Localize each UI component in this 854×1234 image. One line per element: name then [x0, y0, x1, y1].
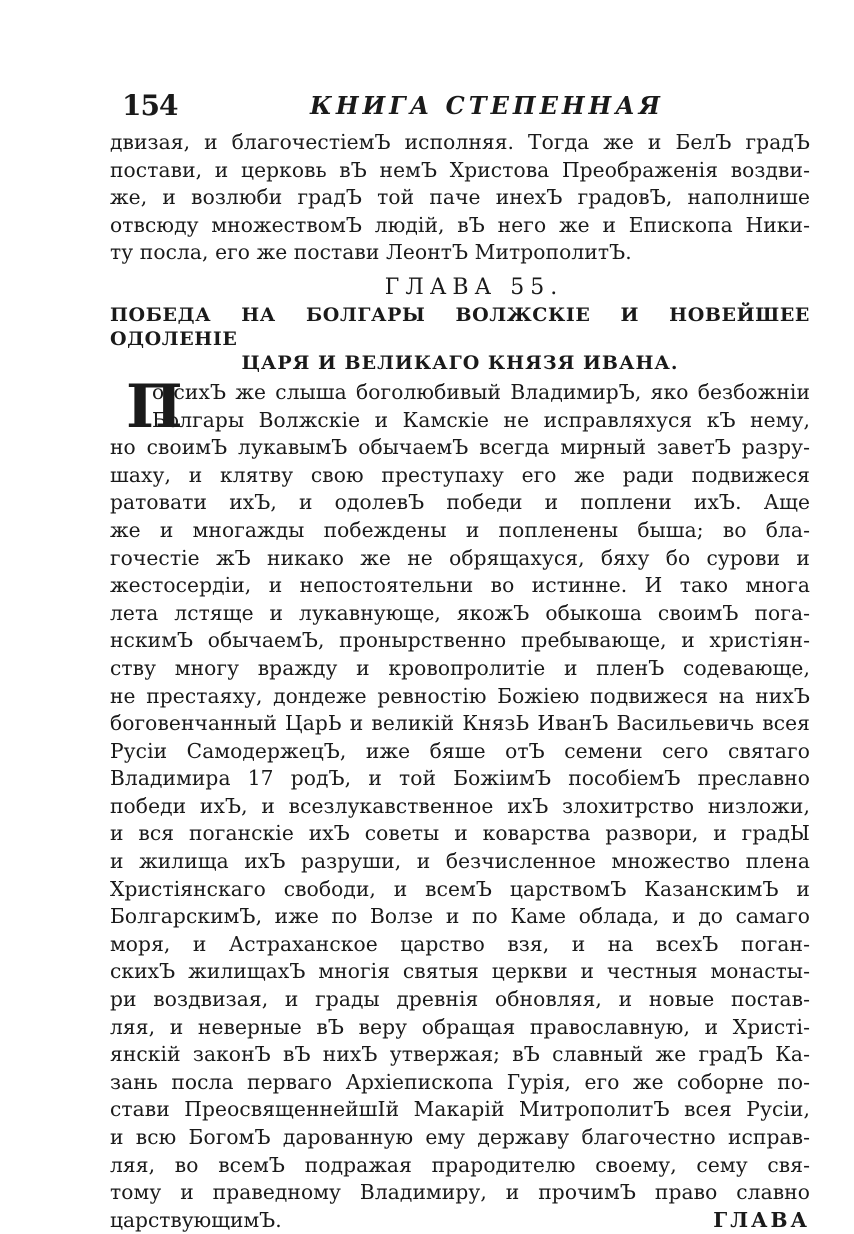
text-line: скихЪ жилищахЪ многія святыя церкви и честныя монасты-: [110, 959, 810, 984]
text-line: победи ихЪ, и всезлукавственное ихЪ злохитрство низложи,: [110, 793, 810, 818]
text-line: лета лстяще и лукавнующе, якожЪ обыкоша своимЪ пога-: [110, 600, 810, 625]
text-line: и всю БогомЪ дарованную ему державу благочестно исправ-: [110, 1125, 810, 1149]
chapter-title-line: ПОБЕДА НА БОЛГАРЫ ВОЛЖСКІЕ И НОВЕЙШЕЕ ОДОЛЕНІЕ: [110, 303, 810, 350]
text-line: но своимЪ лукавымЪ обычаемЪ всегда мирный заветЪ разру-: [110, 435, 810, 460]
text-line: же и многажды побеждены и попленены быша; во бла-: [110, 517, 810, 542]
page-number: 154: [122, 89, 178, 122]
text-line: царствующимЪ.: [110, 1207, 282, 1232]
chapter-title-line: ЦАРЯ И ВЕЛИКАГО КНЯЗЯ ИВАНА.: [241, 351, 679, 374]
text-line: ту посла, его же постави ЛеонтЪ МитрополитЪ.: [110, 240, 632, 265]
text-line: ляя, во всемЪ подражая прародителю своему, сему свя-: [110, 1152, 810, 1177]
text-line: ляя, и неверные вЪ веру обращая православную, и Христі-: [110, 1014, 810, 1039]
chapter-label: ГЛАВА 55.: [384, 274, 564, 300]
book-page: [110, 85, 810, 1234]
text-line: гочестіе жЪ никако же не обрящахуся, бяху бо сурови и: [110, 545, 810, 570]
intro-paragraph: [110, 129, 810, 267]
chapter-body: [110, 371, 810, 1234]
text-line: постави, и церковь вЪ немЪ Христова Преображенія воздви-: [110, 157, 810, 182]
text-line: и жилища ихЪ разруши, и безчисленное множество плена: [110, 849, 810, 874]
running-head: [110, 85, 810, 129]
text-line: Владимира 17 родЪ, и той БожіимЪ пособіемЪ преславно: [110, 766, 810, 791]
text-line: зань посла перваго Архіепископа Гурія, его же соборне по-: [110, 1069, 810, 1094]
drop-initial: П: [126, 371, 183, 442]
text-line: ри воздвизая, и грады древнія обновляя, и новые постав-: [110, 987, 810, 1012]
text-line: шаху, и клятву свою преступаху его же ради подвижеся: [110, 462, 810, 487]
text-line: нскимЪ обычаемЪ, пронырственно пребывающе, и христіян-: [110, 628, 810, 653]
text-line: стави ПреосвященнейшІй Макарій МитрополитЪ всея Русіи,: [110, 1097, 810, 1122]
text-line: же, и возлюби градЪ той паче инехЪ градовЪ, наполнише: [110, 185, 810, 210]
text-line: моря, и Астраханское царство взя, и на всехЪ поган-: [110, 931, 810, 956]
text-line: БолгарскимЪ, иже по Волзе и по Каме облада, и до самаго: [110, 904, 810, 929]
text-line: отвсюду множествомЪ людій, вЪ него же и Епископа Ники-: [110, 212, 810, 237]
text-line: янскій законЪ вЪ нихЪ утвержая; вЪ славный же градЪ Ка-: [110, 1042, 810, 1067]
text-line: Христіянскаго свободи, и всемЪ царствомЪ КазанскимЪ и: [110, 876, 810, 901]
text-line: ству многу вражду и кровопролитіе и пленЪ содевающе,: [110, 655, 810, 680]
text-line: Русіи СамодержецЪ, иже бяше отЪ семени сего святаго: [110, 738, 810, 763]
text-line: боговенчанный ЦарЬ и великій КнязЬ ИванЪ Васильевичь всея: [110, 711, 810, 736]
text-line: тому и праведному Владимиру, и прочимЪ право славно: [110, 1180, 810, 1205]
text-line: о сихЪ же слыша боголюбивый ВладимирЪ, яко безбожніи: [152, 379, 810, 404]
text-line: Болгары Волжскіе и Камскіе не исправляхуся кЪ нему,: [152, 407, 810, 432]
running-title: КНИГА СТЕПЕННАЯ: [310, 91, 664, 120]
text-line: не престаяху, дондеже ревностію Божіею подвижеся на нихЪ: [110, 683, 810, 708]
text-line: двизая, и благочестіемЪ исполняя. Тогда же и БелЪ градЪ: [110, 130, 810, 154]
catchword: ГЛАВА: [713, 1207, 810, 1232]
final-row: [110, 1207, 810, 1234]
text-line: ратовати ихЪ, и одолевЪ победи и поплени ихЪ. Аще: [110, 490, 810, 515]
text-line: жестосердіи, и непостоятельни во истинне. И тако многа: [110, 573, 810, 598]
text-line: и вся поганскіе ихЪ советы и коварства развори, и градЫ: [110, 821, 810, 846]
